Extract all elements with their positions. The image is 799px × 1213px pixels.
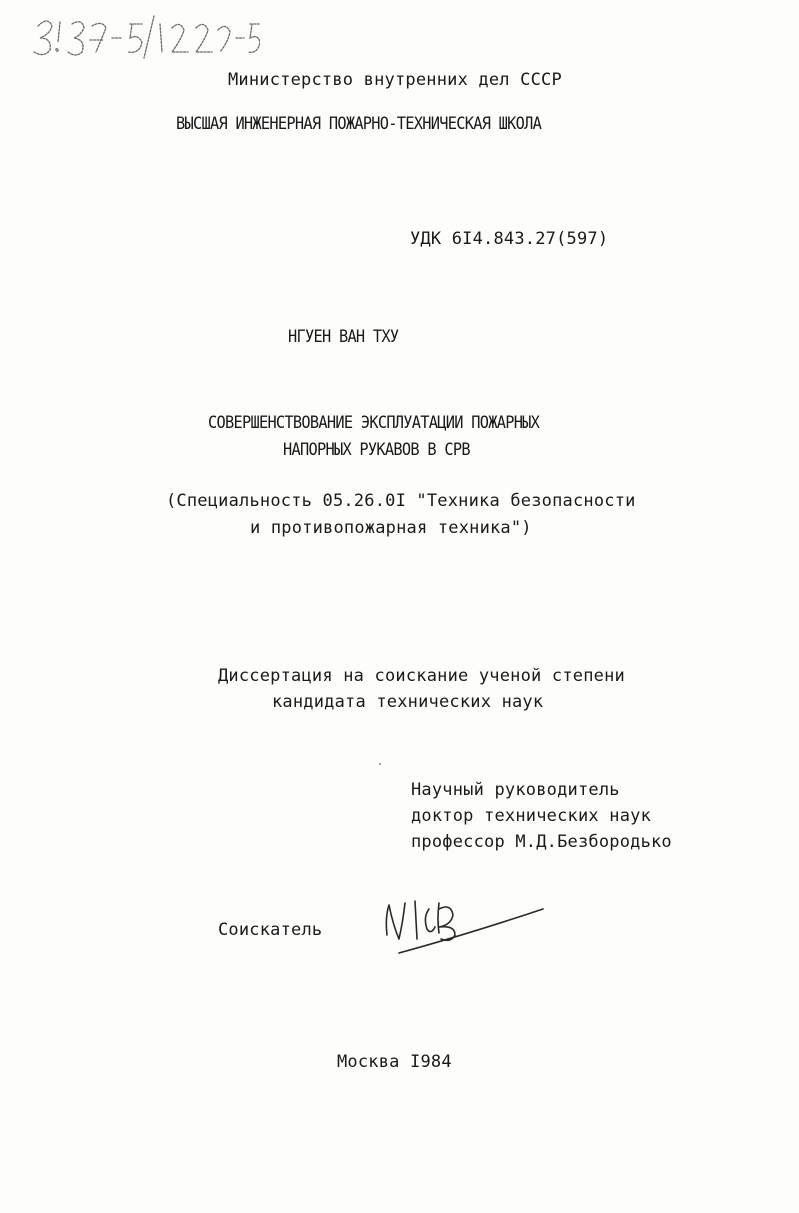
supervisor-line-2: доктор технических наук <box>411 806 652 826</box>
place-and-year: Москва I984 <box>337 1052 452 1072</box>
thesis-title-line-1: СОВЕРШЕНСТВОВАНИЕ ЭКСПЛУАТАЦИИ ПОЖАРНЫХ <box>208 413 540 433</box>
supervisor-line-1: Научный руководитель <box>411 780 620 800</box>
author-name: НГУЕН ВАН ТХУ <box>288 327 399 347</box>
specialty-line-2: и противопожарная техника") <box>250 518 532 538</box>
specialty-line-1: (Специальность 05.26.0I "Техника безопасности <box>166 491 636 511</box>
dissertation-line-2: кандидата технических наук <box>272 692 544 712</box>
dissertation-line-1: Диссертация на соискание ученой степени <box>218 666 625 686</box>
applicant-signature <box>375 895 555 965</box>
supervisor-line-3: профессор М.Д.Безбородько <box>411 832 672 852</box>
ministry-name: Министерство внутренних дел СССР <box>228 70 562 90</box>
thesis-title-line-2: НАПОРНЫХ РУКАВОВ В СРВ <box>283 440 470 460</box>
applicant-label: Соискатель <box>218 920 323 940</box>
handwritten-archive-mark <box>30 12 260 62</box>
stray-dot <box>379 763 381 765</box>
udc-code: УДК 6I4.843.27(597) <box>410 229 609 249</box>
school-name: ВЫСШАЯ ИНЖЕНЕРНАЯ ПОЖАРНО-ТЕХНИЧЕСКАЯ ШКОЛА <box>176 114 542 134</box>
